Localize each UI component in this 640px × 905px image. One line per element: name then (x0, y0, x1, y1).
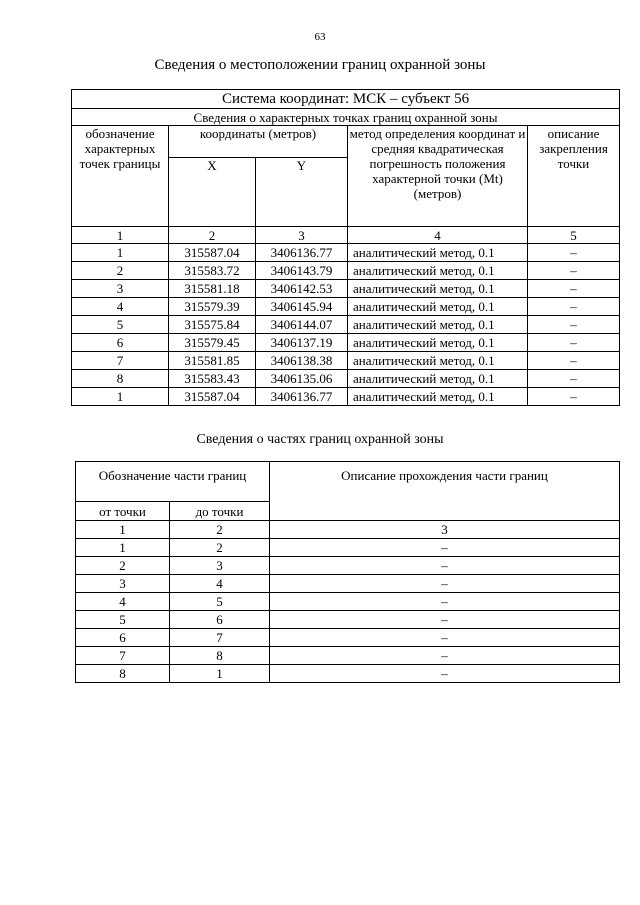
cell-y: 3406136.77 (256, 244, 348, 262)
cell-description: – (270, 611, 620, 629)
table-row (76, 539, 620, 557)
cell-method: аналитический метод, 0.1 (348, 316, 528, 334)
cell-fixing: – (528, 262, 620, 280)
column-number: 2 (170, 521, 270, 539)
cell-point: 6 (72, 334, 169, 352)
cell-fixing: – (528, 280, 620, 298)
boundary-parts-table (75, 461, 620, 683)
cell-x: 315579.39 (169, 298, 256, 316)
cell-point: 5 (72, 316, 169, 334)
table-row (76, 575, 620, 593)
header-part: Обозначение части границ (76, 462, 270, 502)
table-row (76, 647, 620, 665)
cell-x: 315579.45 (169, 334, 256, 352)
cell-point: 4 (72, 298, 169, 316)
table-row (76, 593, 620, 611)
cell-description: – (270, 647, 620, 665)
header-method: метод определения координат и средняя квадратическая погрешность положения характерной точки (Mt) (метров) (348, 126, 528, 227)
cell-to: 8 (170, 647, 270, 665)
cell-method: аналитический метод, 0.1 (348, 388, 528, 406)
table-row (72, 352, 620, 370)
table-row (76, 629, 620, 647)
cell-description: – (270, 665, 620, 683)
cell-x: 315583.43 (169, 370, 256, 388)
table-subtitle: Сведения о характерных точках границ охранной зоны (72, 109, 620, 126)
cell-y: 3406135.06 (256, 370, 348, 388)
cell-description: – (270, 629, 620, 647)
table-row (72, 370, 620, 388)
table-row (72, 244, 620, 262)
cell-x: 315575.84 (169, 316, 256, 334)
cell-to: 7 (170, 629, 270, 647)
cell-point: 1 (72, 244, 169, 262)
cell-fixing: – (528, 388, 620, 406)
header-to: до точки (170, 502, 270, 521)
table-row (72, 298, 620, 316)
cell-to: 2 (170, 539, 270, 557)
points-table-body (72, 244, 620, 406)
cell-fixing: – (528, 298, 620, 316)
cell-description: – (270, 539, 620, 557)
cell-y: 3406138.38 (256, 352, 348, 370)
cell-from: 7 (76, 647, 170, 665)
cell-fixing: – (528, 370, 620, 388)
cell-method: аналитический метод, 0.1 (348, 262, 528, 280)
column-number: 3 (256, 227, 348, 244)
cell-method: аналитический метод, 0.1 (348, 352, 528, 370)
parts-table-body (76, 539, 620, 683)
cell-fixing: – (528, 316, 620, 334)
column-number: 1 (72, 227, 169, 244)
column-number: 5 (528, 227, 620, 244)
page-number: 63 (314, 31, 326, 43)
coordinate-system-row (72, 90, 620, 109)
cell-to: 6 (170, 611, 270, 629)
column-number: 2 (169, 227, 256, 244)
cell-description: – (270, 575, 620, 593)
cell-x: 315587.04 (169, 388, 256, 406)
cell-from: 4 (76, 593, 170, 611)
cell-from: 6 (76, 629, 170, 647)
section2-title: Сведения о частях границ охранной зоны (196, 432, 444, 447)
cell-from: 3 (76, 575, 170, 593)
table-row (72, 316, 620, 334)
cell-y: 3406142.53 (256, 280, 348, 298)
cell-y: 3406136.77 (256, 388, 348, 406)
cell-method: аналитический метод, 0.1 (348, 298, 528, 316)
column-number: 4 (348, 227, 528, 244)
header-point: обозначение характерных точек границы (72, 126, 169, 227)
parts-header-row (76, 462, 620, 502)
table-row (72, 280, 620, 298)
cell-fixing: – (528, 334, 620, 352)
cell-to: 3 (170, 557, 270, 575)
cell-method: аналитический метод, 0.1 (348, 370, 528, 388)
cell-method: аналитический метод, 0.1 (348, 334, 528, 352)
coordinate-system: Система координат: МСК – субъект 56 (72, 90, 620, 109)
column-numbers-row (72, 227, 620, 244)
cell-from: 8 (76, 665, 170, 683)
cell-x: 315583.72 (169, 262, 256, 280)
header-coords: координаты (метров) (169, 126, 348, 158)
table-row (76, 557, 620, 575)
cell-y: 3406137.19 (256, 334, 348, 352)
cell-from: 1 (76, 539, 170, 557)
cell-fixing: – (528, 352, 620, 370)
header-x: X (169, 158, 256, 227)
section1-title: Сведения о местоположении границ охранной зоны (154, 57, 486, 73)
table-row (72, 262, 620, 280)
header-fixing: описание закрепления точки (528, 126, 620, 227)
cell-point: 1 (72, 388, 169, 406)
table-row (76, 611, 620, 629)
boundary-points-table (71, 89, 620, 406)
cell-x: 315581.85 (169, 352, 256, 370)
parts-column-numbers-row (76, 521, 620, 539)
table-row (72, 388, 620, 406)
column-number: 1 (76, 521, 170, 539)
cell-from: 2 (76, 557, 170, 575)
table-row (76, 665, 620, 683)
subtitle-row (72, 109, 620, 126)
header-description: Описание прохождения части границ (270, 462, 620, 521)
cell-point: 2 (72, 262, 169, 280)
cell-method: аналитический метод, 0.1 (348, 244, 528, 262)
cell-description: – (270, 557, 620, 575)
cell-point: 3 (72, 280, 169, 298)
cell-x: 315587.04 (169, 244, 256, 262)
cell-method: аналитический метод, 0.1 (348, 280, 528, 298)
cell-from: 5 (76, 611, 170, 629)
cell-x: 315581.18 (169, 280, 256, 298)
header-row (72, 126, 620, 158)
cell-y: 3406144.07 (256, 316, 348, 334)
cell-point: 8 (72, 370, 169, 388)
column-number: 3 (270, 521, 620, 539)
table-row (72, 334, 620, 352)
cell-to: 4 (170, 575, 270, 593)
cell-y: 3406143.79 (256, 262, 348, 280)
cell-point: 7 (72, 352, 169, 370)
cell-to: 5 (170, 593, 270, 611)
cell-description: – (270, 593, 620, 611)
cell-fixing: – (528, 244, 620, 262)
header-from: от точки (76, 502, 170, 521)
cell-to: 1 (170, 665, 270, 683)
header-y: Y (256, 158, 348, 227)
cell-y: 3406145.94 (256, 298, 348, 316)
